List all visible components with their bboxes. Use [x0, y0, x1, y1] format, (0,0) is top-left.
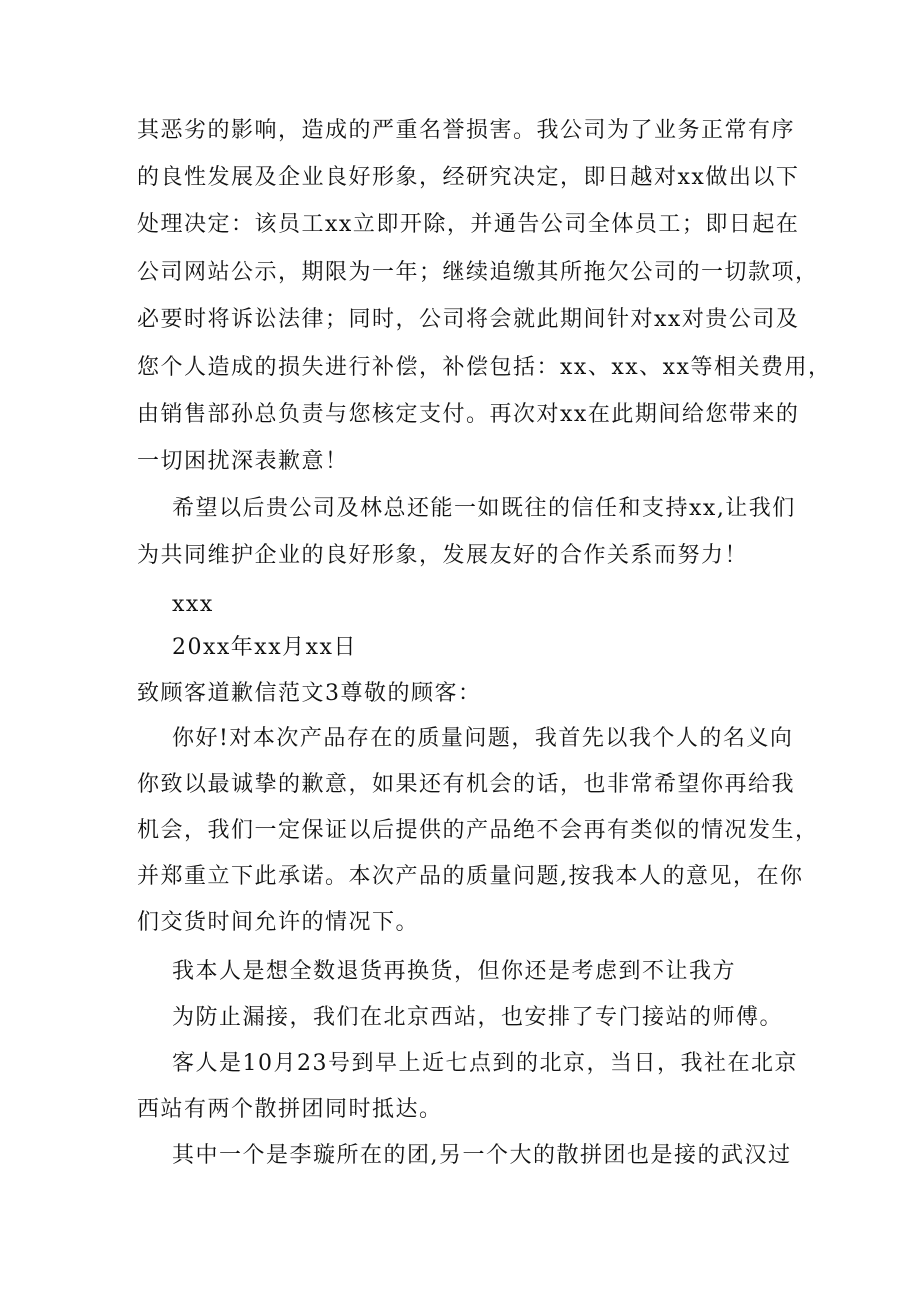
text-line: 一切困扰深表歉意！ — [137, 449, 349, 474]
text-line: 并郑重立下此承诺。本次产品的质量问题,按我本人的意见，在你 — [137, 864, 804, 889]
text-line: 希望以后贵公司及林总还能一如既往的信任和支持xx,让我们 — [172, 496, 796, 521]
signature-name: xxx — [172, 592, 214, 617]
text-line: 为共同维护企业的良好形象，发展友好的合作关系而努力！ — [137, 543, 749, 568]
signature-date: 20xx年xx月xx日 — [172, 635, 357, 660]
text-line: 我本人是想全数退货再换货，但你还是考虑到不让我方 — [172, 959, 737, 984]
text-line: 们交货时间允许的情况下。 — [137, 910, 420, 935]
text-line: 其恶劣的影响，造成的严重名誉损害。我公司为了业务正常有序 — [137, 118, 796, 143]
text-line: 为防止漏接，我们在北京西站，也安排了专门接站的师傅。 — [172, 1005, 784, 1030]
text-line: 公司网站公示，期限为一年；继续追缴其所拖欠公司的一切款项， — [137, 260, 819, 285]
text-line: 处理决定：该员工xx立即开除，并通告公司全体员工；即日起在 — [137, 212, 800, 237]
text-line: 其中一个是李璇所在的团,另一个大的散拼团也是接的武汉过 — [172, 1143, 792, 1168]
text-line: 您个人造成的损失进行补偿，补偿包括：xx、xx、xx等相关费用， — [137, 355, 832, 380]
text-line: 你致以最诚挚的歉意，如果还有机会的话，也非常希望你再给我 — [137, 772, 796, 797]
text-line: 必要时将诉讼法律；同时，公司将会就此期间针对xx对贵公司及 — [137, 307, 800, 332]
text-line: 西站有两个散拼团同时抵达。 — [137, 1097, 443, 1122]
text-line: 由销售部孙总负责与您核定支付。再次对xx在此期间给您带来的 — [137, 402, 800, 427]
text-line: 客人是10月23号到早上近七点到的北京，当日，我社在北京 — [172, 1051, 798, 1076]
section-heading: 致顾客道歉信范文3尊敬的顾客： — [137, 681, 482, 706]
text-line: 你好!对本次产品存在的质量问题，我首先以我个人的名义向 — [172, 726, 794, 751]
text-line: 的良性发展及企业良好形象，经研究决定，即日越对xx做出以下 — [137, 165, 800, 190]
text-line: 机会，我们一定保证以后提供的产品绝不会再有类似的情况发生， — [137, 818, 819, 843]
